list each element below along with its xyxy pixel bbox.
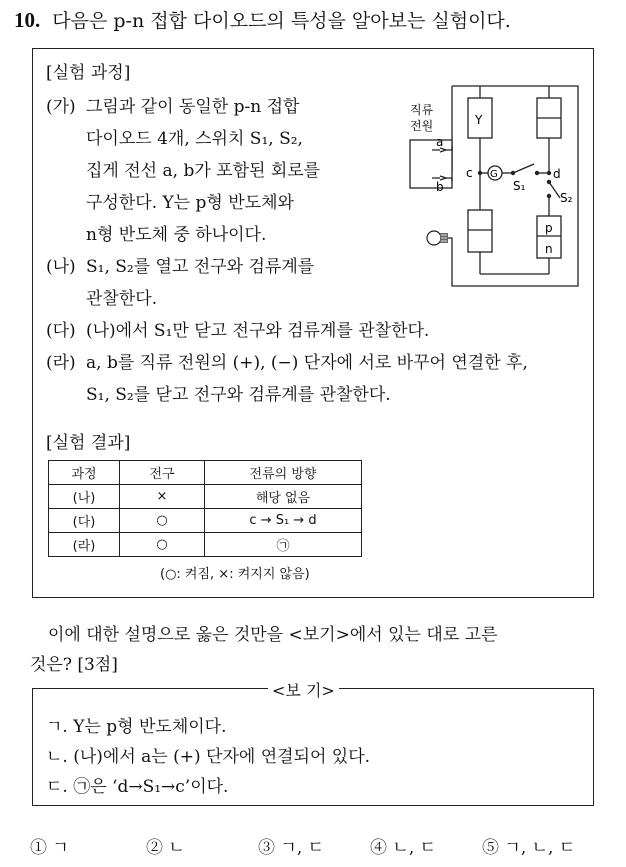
choice-3[interactable]: ③ ㄱ, ㄷ bbox=[258, 838, 325, 858]
step-ga-line-4: 구성한다. Y는 p형 반도체와 bbox=[86, 193, 294, 213]
lamp-icon bbox=[427, 231, 448, 245]
table-cell: ○ bbox=[120, 533, 205, 557]
table-cell: 해당 없음 bbox=[205, 485, 362, 509]
clip-a-label: a bbox=[436, 135, 444, 149]
step-ga-line-3: 집게 전선 a, b가 포함된 회로를 bbox=[86, 161, 321, 181]
prompt-line-2: 것은? [3점] bbox=[30, 655, 118, 675]
prompt-line-1: 이에 대한 설명으로 옳은 것만을 <보기>에서 있는 대로 고른 bbox=[48, 625, 498, 645]
clip-b-label: b bbox=[436, 180, 444, 194]
choice-2[interactable]: ② ㄴ bbox=[146, 838, 185, 858]
results-table bbox=[48, 460, 362, 557]
step-ra-line-1: a, b를 직류 전원의 (+), (−) 단자에 서로 바꾸어 연결한 후, bbox=[86, 353, 528, 373]
diode-p-label: p bbox=[545, 221, 553, 235]
dc-power-box bbox=[410, 140, 452, 188]
node-d-label: d bbox=[553, 167, 561, 181]
table-row bbox=[49, 485, 362, 509]
step-da-label: (다) bbox=[46, 321, 76, 341]
table-cell: ㉠ bbox=[205, 533, 362, 557]
table-header: 전구 bbox=[120, 461, 205, 485]
table-cell: (라) bbox=[49, 533, 120, 557]
table-cell: c → S₁ → d bbox=[205, 509, 362, 533]
power-label-1: 직류 bbox=[410, 103, 434, 117]
table-header: 과정 bbox=[49, 461, 120, 485]
question-number: 10. bbox=[14, 8, 41, 32]
node-c-label: c bbox=[466, 166, 473, 180]
step-ga-line-1: 그림과 같이 동일한 p-n 접합 bbox=[86, 97, 300, 117]
table-header-row bbox=[49, 461, 362, 485]
choice-1[interactable]: ① ㄱ bbox=[30, 838, 69, 858]
table-cell: (다) bbox=[49, 509, 120, 533]
circuit-diagram bbox=[400, 78, 600, 296]
step-ga-line-2: 다이오드 4개, 스위치 S₁, S₂, bbox=[86, 129, 303, 149]
step-na-line-1: S₁, S₂를 열고 전구와 검류계를 bbox=[86, 257, 315, 277]
diode-y-label: Y bbox=[475, 113, 483, 127]
power-label-2: 전원 bbox=[410, 119, 434, 133]
diode-lower-left bbox=[468, 210, 492, 252]
question-title: 다음은 p-n 접합 다이오드의 특성을 알아보는 실험이다. bbox=[52, 10, 511, 32]
results-heading: [실험 결과] bbox=[46, 433, 131, 453]
table-cell: × bbox=[120, 485, 205, 509]
procedure-heading: [실험 과정] bbox=[46, 63, 131, 83]
table-row bbox=[49, 509, 362, 533]
step-na-line-2: 관찰한다. bbox=[86, 289, 158, 309]
table-row bbox=[49, 533, 362, 557]
diode-n-label: n bbox=[545, 242, 553, 256]
step-da-line-1: (나)에서 S₁만 닫고 전구와 검류계를 관찰한다. bbox=[86, 321, 430, 341]
table-cell: (나) bbox=[49, 485, 120, 509]
step-ga-line-5: n형 반도체 중 하나이다. bbox=[86, 225, 267, 245]
results-legend: (○: 켜짐, ×: 켜지지 않음) bbox=[160, 567, 310, 582]
bogi-title: <보 기> bbox=[268, 678, 339, 701]
table-header: 전류의 방향 bbox=[205, 461, 362, 485]
step-ga-label: (가) bbox=[46, 97, 76, 117]
choice-4[interactable]: ④ ㄴ, ㄷ bbox=[370, 838, 437, 858]
question-header bbox=[14, 6, 511, 33]
bogi-item-3: ㄷ. ㉠은 ‘d→S₁→c’이다. bbox=[46, 777, 229, 797]
table-cell: ○ bbox=[120, 509, 205, 533]
switch-s1-label: S₁ bbox=[513, 179, 526, 193]
bogi-item-1: ㄱ. Y는 p형 반도체이다. bbox=[46, 717, 227, 737]
step-na-label: (나) bbox=[46, 257, 76, 277]
switch-s2-label: S₂ bbox=[560, 191, 573, 205]
step-ra-label: (라) bbox=[46, 353, 76, 373]
bogi-item-2: ㄴ. (나)에서 a는 (+) 단자에 연결되어 있다. bbox=[46, 747, 371, 767]
step-ra-line-2: S₁, S₂를 닫고 전구와 검류계를 관찰한다. bbox=[86, 385, 391, 405]
galvanometer-label: G bbox=[490, 169, 498, 180]
choice-5[interactable]: ⑤ ㄱ, ㄴ, ㄷ bbox=[482, 838, 576, 858]
